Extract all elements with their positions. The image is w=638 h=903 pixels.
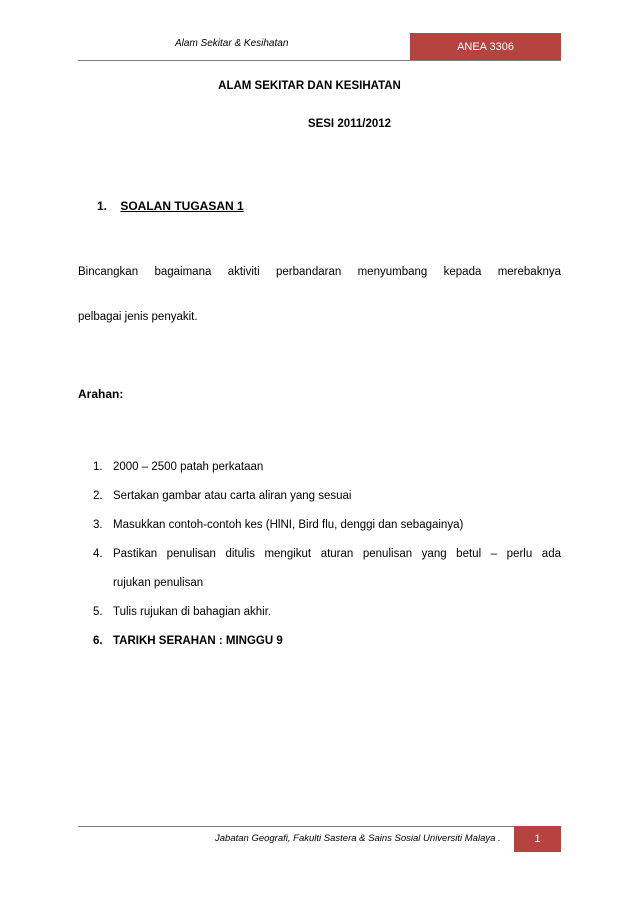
- question-line-1: Bincangkan bagaimana aktiviti perbandaran menyumbang kepada merebaknya: [78, 266, 561, 278]
- document-title: ALAM SEKITAR DAN KESIHATAN: [218, 80, 401, 92]
- page-number-badge: 1: [514, 826, 561, 852]
- section-number: 1.: [97, 199, 108, 213]
- list-item-number: 3.: [93, 519, 103, 531]
- course-code-badge: ANEA 3306: [410, 33, 561, 60]
- list-item: [93, 598, 561, 627]
- footer-text: Jabatan Geografi, Fakulti Sastera & Sains Sosial Universiti Malaya .: [215, 833, 501, 844]
- instructions-list: [93, 453, 561, 656]
- list-item-text: Sertakan gambar atau carta aliran yang sesuai: [113, 490, 352, 502]
- list-item-text-continued: rujukan penulisan: [113, 577, 204, 589]
- list-item-number: 1.: [93, 461, 103, 473]
- list-item-text: Tulis rujukan di bahagian akhir.: [113, 606, 272, 618]
- list-item: [93, 627, 561, 656]
- list-item-number: 6.: [93, 635, 103, 647]
- list-item: [93, 482, 561, 511]
- section-heading: [97, 199, 244, 213]
- question-line-2: pelbagai jenis penyakit.: [78, 311, 198, 323]
- list-item-text: Pastikan penulisan ditulis mengikut aturan penulisan yang betul – perlu ada: [113, 548, 561, 560]
- list-item-number: 2.: [93, 490, 103, 502]
- list-item-number: 5.: [93, 606, 103, 618]
- question-paragraph: [78, 261, 561, 328]
- section-label: SOALAN TUGASAN 1: [120, 199, 244, 213]
- footer-divider: [78, 826, 561, 827]
- due-date-text: TARIKH SERAHAN : MINGGU 9: [113, 635, 283, 647]
- list-item-text: 2000 – 2500 patah perkataan: [113, 461, 264, 473]
- list-item: [93, 511, 561, 540]
- instructions-heading: Arahan:: [78, 387, 124, 401]
- list-item-text: Masukkan contoh-contoh kes (HlNI, Bird flu, denggi dan sebagainya): [113, 519, 464, 531]
- list-item-number: 4.: [93, 548, 103, 560]
- list-item: [93, 540, 561, 598]
- header-divider: [78, 60, 561, 61]
- header-title: Alam Sekitar & Kesihatan: [175, 38, 289, 49]
- session-label: SESI 2011/2012: [307, 118, 392, 130]
- list-item: [93, 453, 561, 482]
